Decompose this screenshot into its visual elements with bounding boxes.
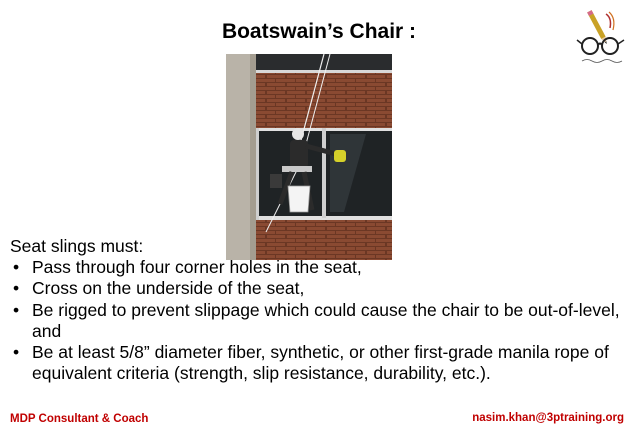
eyeglasses-pencil-logo-icon bbox=[572, 4, 632, 68]
bullet-item: • Cross on the underside of the seat, bbox=[10, 278, 630, 299]
bullet-list bbox=[10, 257, 630, 384]
footer-email[interactable]: nasim.khan@3ptraining.org bbox=[472, 412, 624, 424]
body-text bbox=[10, 236, 630, 384]
window-cleaner-photo-icon bbox=[226, 54, 392, 260]
bullet-item: • Be at least 5/8” diameter fiber, synthetic, or other first-grade manila rope of equivalent criteria (strength, slip resistance, durability, etc.). bbox=[10, 342, 630, 384]
slide-title: Boatswain’s Chair : bbox=[221, 20, 417, 43]
body-lead: Seat slings must: bbox=[10, 236, 144, 256]
bullet-item: • Pass through four corner holes in the seat, bbox=[10, 257, 630, 278]
footer-company: MDP Consultant & Coach bbox=[10, 413, 149, 425]
bullet-item: • Be rigged to prevent slippage which could cause the chair to be out-of-level, and bbox=[10, 300, 630, 342]
